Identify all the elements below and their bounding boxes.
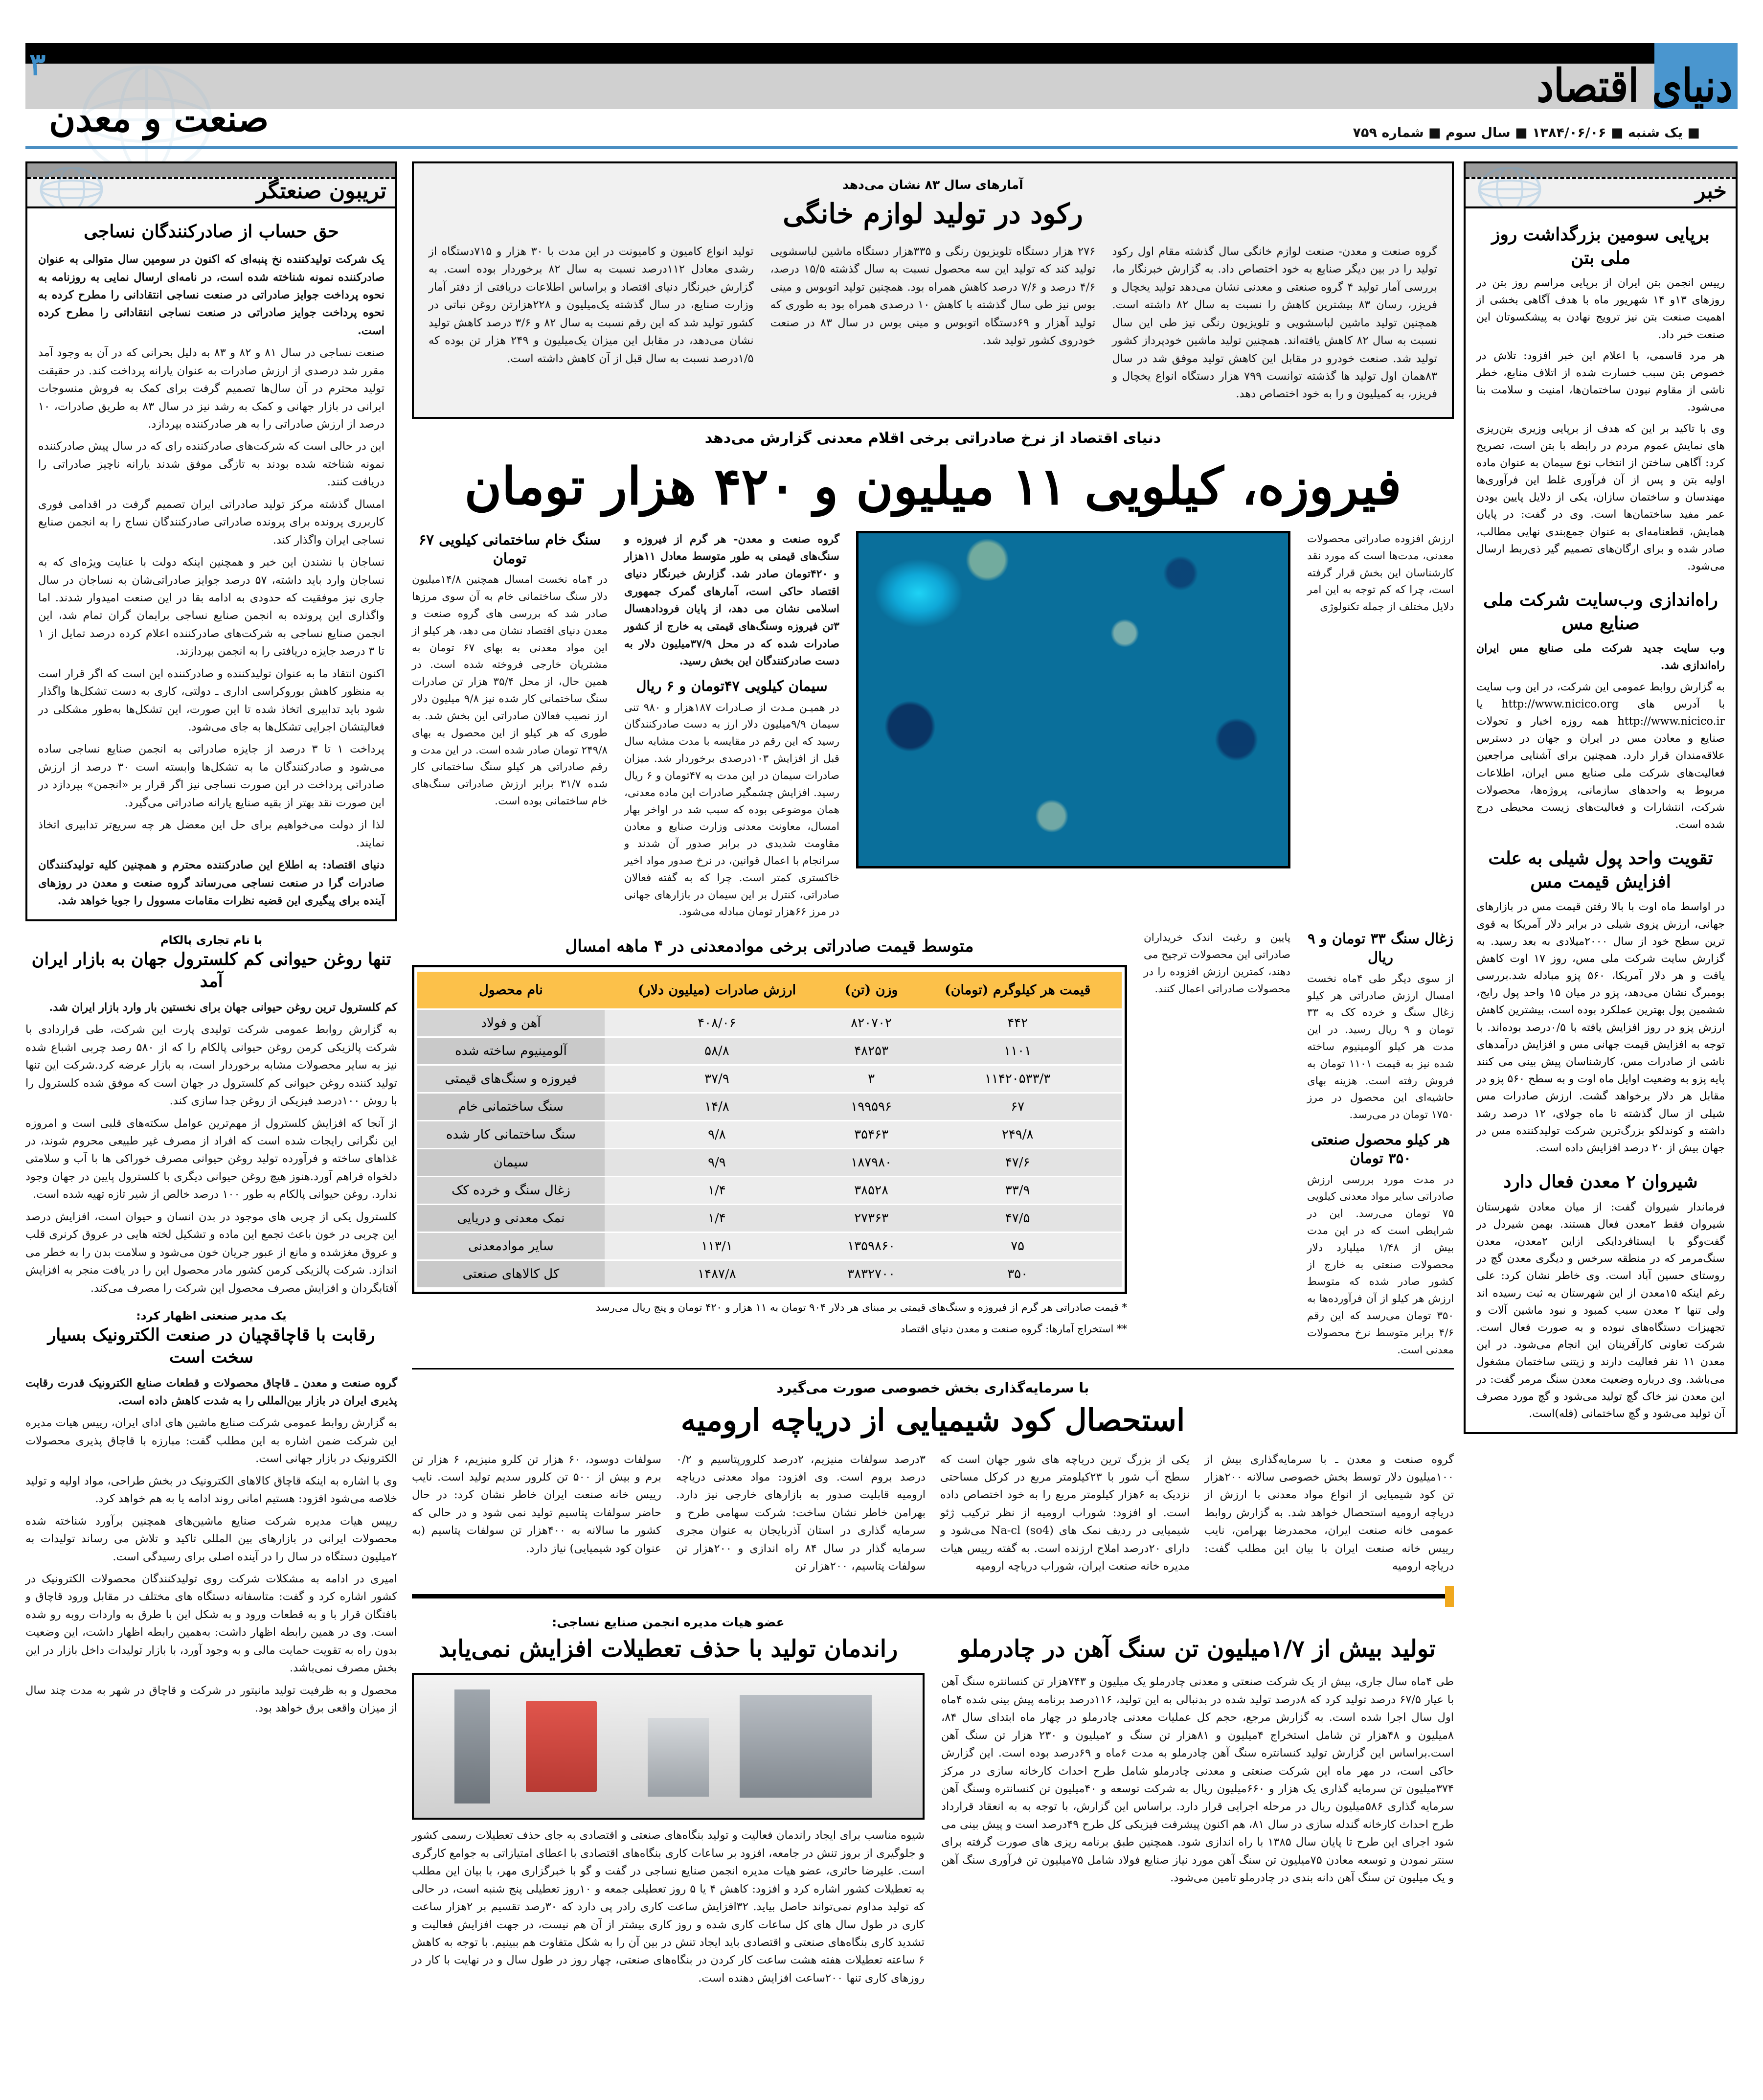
col-export-value: ارزش صادرات (میلیون دلار) xyxy=(605,972,829,1008)
left-article-3-p5: امیری در ادامه به مشکلات شرکت روی تولیدکنندگان محصولات الکترونیک در کشور اشاره کرد و گفت: متاسفانه دستگاه های مختلف در مقابل ورود قاچاق و بافتگان قرار با و به قطعات ورود و به شکل این با طرق به واردات روبه رو شده است. وی در همین رابطه اظهار داشت: به‌همین رابطه اظهار داشت، این وضعیت بدون راه به تقویت حمایت مالی و به وجود آورد، با بازار تولیدات داخل بازار در این بخش مصرف نمی‌باشد. xyxy=(25,1572,397,1675)
feature-kicker: دنیای اقتصاد از نرخ صادراتی برخی اقلام معدنی گزارش می‌دهد xyxy=(704,429,1161,447)
right-sidebar xyxy=(1464,161,1738,2070)
urmia-kicker: با سرمایه‌گذاری بخش خصوصی صورت می‌گیرد xyxy=(776,1379,1089,1396)
cell-weight: ۸۲۰۷۰۲ xyxy=(829,1010,913,1036)
cell-price: ۱۱۰۱ xyxy=(913,1038,1122,1064)
cell-value: ۵۸/۸ xyxy=(605,1038,829,1064)
feature-sub2-title: سنگ خام ساختمانی کیلویی ۶۷ تومان xyxy=(418,531,601,567)
cell-weight: ۳۸۳۲۷۰۰ xyxy=(829,1261,913,1287)
cell-value: ۱/۴ xyxy=(605,1205,829,1232)
cell-value: ۴۰۸/۰۶ xyxy=(605,1010,829,1036)
right-article-1-p3: وی با تاکید بر این که هدف از برپایی وزیری بتن‌ریزی های نمایش عموم مردم در رابطه با بتن است، تصریح کرد: آگاهی ساختن از انتخاب نوع سیمان به عنوان ماده اولیه بتن و پس از آن فرآوری غلط این فرآوری‌ها مهندسان و ساختمان سازان، یکی از دلایل پایین بودن عمر مفید ساختمان‌ها است. وی در گفت: در پایان همایش، قطعنامه‌ای به عنوان جمع‌بندی نهایی مطالب، صادر شده و برای ارگان‌های تصمیم گیر ذی‌ربط ارسال می‌شود. xyxy=(1476,422,1725,573)
feature-story xyxy=(412,430,1454,1359)
left-article-1-p7: پرداخت ۱ تا ۳ درصد از جایزه صادراتی به انجمن صنایع نساجی ساده می‌شود و صادرکنندگان ما به تشکل‌ها وابسته است ۳۰ درصد از ارزش صادراتی پرداخت در این صورت نساجی نیز اگر قرار بر «انجمن» بپردازد در این صورت نقد بهتر از بقیه صنایع یارانه صادراتی می‌گیرد. xyxy=(38,743,385,809)
feature-sub1-body: در همیـن مـدت از صـادرات ۱۸۷هزار و ۹۸۰ تنی سیمان ۹/۹میلیون دلار ارز به دست صادرکنندگان رسید که این رقم در مقایسه با مدت مشابه سال قبل از افزایش ۱۰۳درصدی برخوردار شد. میزان صادرات سیمان در این مدت به ۴۷تومان و ۶ ریال رسید. افزایش چشمگیر صادرات این ماده معدنی، همان موضوعی بوده که سبب شد در اواخر بهار امسال، معاونت معدنی وزارت صنایع و معادن مقاومت شدیدی در برابر صدور آن شدند و سرانجام با اعمال قوانین، در نرخ صدور مواد اخیر خاکستری کمتر است. چرا که به گفته فعالان صادراتی، کنترل بر این سیمان در بازارهای جهانی در مرز ۶۶هزار تومان مبادله می‌شود. xyxy=(624,701,840,918)
top-story xyxy=(412,161,1454,419)
feature-sub2-body: در ۴ماه نخست امسال همچنین ۱۴/۸میلیون دلار سنگ ساختمانی خام به آن سوی مرزها صادر شد که بررسی های گروه صنعت و معدن دنیای اقتصاد نشان می دهد، هر کیلو از این مواد معدنی به بهای ۶۷ تومان به مشتریان خارجی فروخته شده است. در همین حال، از محل ۳۵/۴ هزار تن صادرات سنگ ساختمانی کار شده نیز ۹/۸ میلیون دلار ارز نصیب فعالان صادراتی این بخش شد. به طوری که هر کیلو از این محصول به بهای ۲۴۹/۸ تومان صادر شده است. در این مدت و رقم صادراتی هر کیلو سنگ ساختمانی کار شده ۳۱/۷ برابر ارزش صادراتی سنگ‌های خام ساختمانی بوده است. xyxy=(412,573,608,807)
top-story-col-1: گروه صنعت و معدن- صنعت لوازم خانگی سال گذشته مقام اول رکود تولید را در بین دیگر صنایع به خود اختصاص داد. به گزارش خبرنگار ما، بررسی آمار تولید ۴ گروه صنعتی و معدنی نشان می‌دهد تولید یخچال و فریزر، رسان ۸۳ بیشترین کاهش را نسبت به سال ۸۲ داشته است. همچنین تولید ماشین لباسشویی و تلویزیون رنگی نیز طی این سال نسبت به سال ۸۲ کاهش یافته‌اند. همچنین تولید ماشین خودپرداز کشور تولید شد. صنعت خودرو در مقابل این کاهش تولید موفق شد در سال ۸۳همان اول تولید ها گذشته توانست ۷۹۹ هزار دستگاه انواع یخچال و فریزر، به کمیلیون و را به خود اختصاص دهد. xyxy=(1112,245,1438,401)
cell-product: سنگ ساختمانی خام xyxy=(417,1094,605,1120)
top-story-kicker: آمارهای سال ۸۳ نشان می‌دهد xyxy=(842,178,1023,192)
left-article-3-p3: وی با اشاره به اینکه قاچاق کالاهای الکترونیک در بخش طراحی، مواد اولیه و تولید خلاصه می‌شود افزود: هستیم امانی روند ادامه یا به هم خواهد کرد. xyxy=(25,1474,397,1506)
cell-value: ۱۴/۸ xyxy=(605,1094,829,1120)
top-story-title: رکود در تولید لوازم خانگی xyxy=(783,198,1083,230)
table-row xyxy=(417,1149,1122,1176)
table-row xyxy=(417,1233,1122,1259)
divider-rule-2 xyxy=(412,1586,1454,1607)
cell-price: ۴۷/۵ xyxy=(913,1205,1122,1232)
masthead-black-bar xyxy=(25,43,1654,64)
bottom-right-story xyxy=(412,1614,925,1987)
feature-sub4-body: در مدت مورد بررسی ارزش صادراتی سایر مواد معدنی کیلویی ۷۵ تومان می‌رسد. این در شرایطی است که در این مدت بیش از ۱/۴۸ میلیارد دلار محصولات صنعتی به خارج از کشور صادر شده که متوسط ارزش هر کیلو از آن فرآورده‌ها به ۳۵۰ تومان می‌رسد که این رقم ۴/۶ برابر متوسط نرخ محصولات معدنی است. xyxy=(1307,1173,1454,1356)
right-article-2-p2: به گزارش روابط عمومی این شرکت، در این وب سایت با آدرس های http://www.nicico.org یا http://www.nicico.ir همه روزه اخبار و تحولات صنایع و معادن مس در ایران و جهان در دسترس علاقه‌مندان قرار دارد. همچنین برای آشنایی مراجعین فعالیت‌های شرکت ملی صنایع مس ایران، اطلاعات مربوط به واحدهای سازمانی، پروژه‌ها، محصولات شرکت، انتشارات و فعالیت‌های زیست محیطی درج شده است. xyxy=(1476,681,1725,831)
page-title: صنعت و معدن xyxy=(49,98,269,140)
left-article-1 xyxy=(25,208,397,921)
dateline: ■ یک شنبه ■ ۱۳۸۴/۰۶/۰۶ ■ سال سوم ■ شماره ۷۵۹ xyxy=(1346,125,1707,140)
left-article-3-title: رقابت با قاچاقچیان در صنعت الکترونیک بسیار سخت است xyxy=(47,1324,375,1367)
left-article-2-p3: از آنجا که افزایش کلسترول از مهم‌ترین عوامل سکته‌های قلبی است و امروزه این نگرانی رایجات شده است که افراد از مصرف غیر طبیعی محروم شوند، در غذا‌های ساخته و فرآورده تولید روغن حیوانی مصرف خوراکی ها با آب و سلامتی دلخواه فراهم آورد.هنوز هیچ روغن حیوانی دیگری با کلسترول پایین در جهان وجود ندارد. روغن حیوانی پالکام به طور ۱۰۰ درصد خالص از شیر تازه تهیه شده است. xyxy=(25,1117,397,1201)
feature-caption-note: ارزش افزوده صادراتی محصولات معدنی، مدت‌ها است که مورد نقد کارشناسان این بخش قرار گرفته است، چرا که کم توجه به این امر دلایل مختلف از جمله تکنولوژی xyxy=(1307,532,1454,614)
panel-label-news: خبر xyxy=(1695,179,1727,204)
left-article-2-p1: کم کلسترول ترین روغن حیوانی جهان برای نخستین بار وارد بازار ایران شد. xyxy=(49,1001,397,1014)
cell-weight: ۳۵۴۶۳ xyxy=(829,1121,913,1148)
left-article-3-p1: گروه صنعت و معدن ـ قاچاق محصولات و قطعات صنایع الکترونیک قدرت رقابت پذیری ایران در بازار بین‌المللی را به شدت کاهش داده است. xyxy=(25,1376,397,1408)
cell-product: زغال سنگ و خرده کک xyxy=(417,1177,605,1204)
left-article-1-p8: لذا از دولت می‌خواهیم برای حل این معضل هر چه سریع‌تر تدابیری اتخاذ نمایند. xyxy=(38,819,384,849)
cell-product: کل کالاهای صنعتی xyxy=(417,1261,605,1287)
cell-value: ۹/۸ xyxy=(605,1121,829,1148)
right-article-3-title: تقویت واحد پول شیلی به علت افزایش قیمت مس xyxy=(1488,848,1713,892)
left-article-2 xyxy=(25,934,397,1297)
cell-price: ۴۴۲ xyxy=(913,1010,1122,1036)
left-article-1-p2: صنعت نساجی در سال ۸۱ و ۸۲ و ۸۳ به دلیل بحرانی که در آن به وجود آمد مقرر شد درصدی از ارزش صادرات به عنوان یارانه پرداخت کند. در حقیقت تولید محترم در آن سال‌ها تصمیم گرفت برای کمک به فروش منسوجات ایرانی در بازار جهانی و کمک به رشد نیز در سال ۸۳ به طریق صادرات، ۱۰ درصد از ارزش صادراتی را به هر صادرکننده بپردازد. xyxy=(38,346,385,431)
top-story-col-2: ۲۷۶ هزار دستگاه تلویزیون رنگی و ۳۳۵هزار دستگاه ماشین لباسشویی تولید کند که تولید این سه محصول نسبت به سال گذشته ۱۵/۵ درصد، ۴/۶ درصد و ۷/۶ درصد کاهش همراه بود. همچنین تولید اتوبوس و مینی بوس نیز طی سال گذشته با کاهش ۱۰ درصدی همراه بود به طوری که تولید آهزار و ۶۹دستگاه اتوبوس و مینی بوس در سال ۸۳ در صنعت خودروی کشور تولید شد. xyxy=(770,245,1096,347)
left-article-1-title: حق حساب از صادرکنندگان نساجی xyxy=(84,221,339,242)
cell-weight: ۴۸۲۵۳ xyxy=(829,1038,913,1064)
left-article-1-p3: این در حالی است که شرکت‌های صادرکننده رای که در سال پیش صادرکننده نمونه شناخته شده بودند به تازگی موفق شدند یارانه ناچیز صادراتی را دریافت کنند. xyxy=(38,440,384,489)
cell-price: ۶۷ xyxy=(913,1094,1122,1120)
urmia-col-4: سولفات دوسود، ۶۰ هزار تن کلرو منیزیم، ۶ هزار تن برم و بیش از ۵۰۰ تن کلرور سدیم تولید است. نایب رییس خانه صنعت ایران خاطر نشان کرد: در حال حاضر سولفات پتاسیم تولید نمی شود و در حالی که کشور ما سالانه به ۴۰۰هزار تن سولفات پتاسیم (به عنوان کود شیمیایی) نیاز دارد. xyxy=(412,1453,661,1555)
urmia-col-2: یکی از بزرگ ترین دریاچه های شور جهان است که سطح آب شور با ۲۳کیلومتر مربع در کرکل مساحتی نزدیک به ۶هزار کیلومتر مربع را به خود اختصاص داده است. او افزود: شوراب ارومیه از نظر ترکیب ژئو شیمیایی در ردیف نمک های Na-cl (so4) می‌شود و دارای ۲۰درصد املاح ارزنده است. به گفته رییس هیات مدیره خانه صنعت ایران، شوراب دریاچه ارومیه xyxy=(940,1453,1190,1573)
col-weight: وزن (تن) xyxy=(829,972,913,1008)
bottom-right-kicker: عضو هیات مدیره انجمن صنایع نساجی: xyxy=(552,1615,785,1629)
left-article-1-p5: نساجان با نشندن این خبر و همچنین اینکه دولت با عنایت ویژه‌ای که به نساجان وارد باید داشته، ۵۷ درصد جوایز صادراتی‌شان به نساجان در سال جاری نیز موفقیت که حدودی به ادامه بقا در این صنعت امیدوار شدند. اما واگذاری این پرونده به انجمن صنایع نساجی برایمان گران تمام شد، این انجمن صنایع نساجی به شرکت‌های صادرکننده اعلام کرده درصد تمایل از ۱ تا ۳ درصد جایزه دریافتی را به انجمن بپردازند. xyxy=(38,556,384,658)
cell-product: نمک معدنی و دریایی xyxy=(417,1205,605,1232)
right-article-4-p1: فرماندار شیروان گفت: از میان معادن شهرستان شیروان فقط ۲معدن فعال هستند. بهمن شیردل در گفت‌وگو با ایستافردایکی ازاین ۲معدن، معدن سنگ‌مرمر که در منطقه سرخس و دیگری معدن گچ در روستای حسین آباد است. وی خاطر نشان کرد: علی رغم اینکه ۱۵معدن از این شهرستان به ثبت رسیده اند ولی تنها ۲ معدن سبب کمبود و نبود ماشین آلات و تجهیزات دستگاه‌های نبوده و به صورت فعال است. شرکت تعاونی کارآفرینان این انجام می‌شود. در این معدن ۱۱ نفر فعالیت دارند و زیتنی ساختمان مشغول می‌باشد. وی درباره وضعیت معدن سنگ مرمر گفت: در این معدن نیز خاک گچ تولید می‌شود و گچ مورد مصرف آن تولید می‌شود و گچ ساختمانی (فله)است. xyxy=(1476,1201,1725,1420)
masthead xyxy=(25,43,1738,113)
table-row xyxy=(417,1066,1122,1092)
urmia-col-3: ۳درصد سولفات منیزیم، ۲درصد کلرورپتاسیم و ۰/۲ درصد بروم است. وی افزود: مواد معدنی دریاچه ارومیه قابلیت صدور به بازارهای خارجی نیز دارد. بهرامن خاطر نشان ساخت: شرکت سهامی طرح و سرمایه گذاری در استان آذربایجان به عنوان مجری سرمایه گذار در سال ۸۴ راه اندازی و ۲۰۰هزار تن سولفات پتاسیم، ۲۰۰هزار تن xyxy=(676,1453,926,1573)
bottom-right-body: شیوه مناسب برای ایجاد راندمان فعالیت و تولید بنگاه‌های صنعتی و اقتصادی به جای حذف تعطیلات رسمی کشور و جلوگیری از بروز تنش در جامعه، افزود بر ساعات کاری بنگاه‌های اقتصادی با اعطای امتیازاتی به جوامع کارگری است. علیرضا حائری، عضو هیات مدیره انجمن صنایع نساجی در گفت و گو با خبرگزاری مهر، با بیان این مطلب به تعطیلات کشور اشاره کرد و افزود: کاهش ۴ یا ۵ روز تعطیلی جمعه و ۱۰روز تعطیلی پنج شنبه است، در حالی که تولید مداوم نمی‌تواند حاصل بیاید. ۳۲افزایش ساعت کاری رادر پی دارد که ۳۰رصد تقسیم بر ۲هزار ساعت کاری در طول سال های کل ساعات کاری شده و روز کاری بیشتر از آن هم نیست، در جهت افزایش فعالیت و تشدید کاری بنگاه‌های صنعتی و اقتصادی باید ایجاد تنش در بین آن را به شکل متفاوت هم ببینیم. با توجه به کاهش ۶ ساعته تعطیلات هفته هشت ساعت کار کردن در بنگاه‌های صنعتی، چهار روز در طول سال و در نهایت با کار در روزهای کاری تنها ۲۰۰ساعت افزایش دهنده است. xyxy=(412,1829,925,1985)
right-article-1-title: برپایی سومین بزرگداشت روز ملی بتن xyxy=(1492,224,1710,268)
table-note-1: * قیمت صادراتی هر گرم از فیروزه و سنگ‌های قیمتی بر مبنای هر دلار ۹۰۴ تومان به ۱۱ هزار و ۴۲۰ تومان و پنج ریال می‌رسد xyxy=(595,1301,1127,1314)
masthead-logo: دنیای اقتصاد xyxy=(1537,59,1733,113)
globe-icon xyxy=(1470,167,1549,208)
photo-caption-title: زغال سنگ ۳۳ تومان و ۹ ریال xyxy=(1307,930,1454,965)
left-article-1-p9: دنیای اقتصاد: به اطلاع این صادرکننده محترم و همچنین کلیه تولیدکنندگان صادرات گرا در صنعت نساجی می‌رساند گروه صنعت و معدن در روزهای آینده برای پیگیری این قضیه نظرات مقامات مسوول را جویا خواهد شد. xyxy=(38,859,384,907)
cell-product: فیروزه و سنگ‌های قیمتی xyxy=(417,1066,605,1092)
top-story-col-3: تولید انواع کامیون و کامیونت در این مدت با ۳۰ هزار و ۷۱۵دستگاه از رشدی معادل ۱۱۲درصد نسبت به سال ۸۲ برخوردار بوده است. به گزارش خبرنگار دنیای اقتصاد و براساس اطلاعات دریافتی از دفتر آمار وزارت صنایع، در سال گذشته یک‌میلیون و ۲۲۸هزارتن روغن نباتی در کشور تولید شد که این رقم نسبت به سال ۸۲ و ۳/۶ درصد کاهش تولید نشان می‌دهد، در مقابل این میزان یک‌میلیون و ۲۴۹ هزار تن بوده که ۱/۵درصد نسبت به سال قبل از آن کاهش داشته است. xyxy=(428,245,754,365)
right-article-4 xyxy=(1464,1160,1738,1434)
cell-value: ۱/۴ xyxy=(605,1177,829,1204)
left-article-2-p2: به گزارش روابط عمومی شرکت توليدی پارت این شرکت، طی قراردادی با شرکت پالزیکی کرمن روغن حیوانی پالکام را که از ۵۸۰ رصد چربی اشباع شده نیز به سایر محصولات مشابه برخوردار است، به بازار عرضه کرد.شرکت این تنها تولید کننده روغن حیوانی کم کلسترول در جهان است که موفق شده کلسترول را با روش ۱۰۰درصد فیزیکی از روغن جدا سازی کند. xyxy=(25,1023,398,1108)
feature-headline: فیروزه، کیلویی ۱۱ میلیون و ۴۲۰ هزار تومان xyxy=(464,456,1401,516)
masthead-gray-bar xyxy=(25,64,1738,109)
right-article-1-p2: هر مرد قاسمی، با اعلام این خبر افزود: تلاش در خصوص بتن سبب خسارت شده از اتلاف منابع، خطر ناشی از مقاوم نبودن ساختمان‌ها، امنیت و سلامت بنا می‌شود. xyxy=(1476,349,1725,414)
table-note-2: ** استخراج آمارها: گروه صنعت و معدن دنیای اقتصاد xyxy=(900,1323,1127,1335)
cell-price: ۷۵ xyxy=(913,1233,1122,1259)
cell-product: آهن و فولاد xyxy=(417,1010,605,1036)
cell-price: ۲۴۹/۸ xyxy=(913,1121,1122,1148)
feature-intro: گروه صنعت و معدن- هر گرم از فیروزه و سنگ‌های قیمتی به طور متوسط معادل ۱۱هزار و ۴۲۰تومان صادر شد. گزارش خبرنگار دنیای اقتصاد حاکی است، آمارهای گمرک جمهوری اسلامی نشان می دهد، از پایان فرودادهسال ۳تن فیروزه وسنگ‌های قیمتی به خارج از کشور صادرات شده که در محل ۳۷/۹میلیون دلار به دست صادرکنندگان این بخش رسید. xyxy=(624,532,839,668)
cell-product: سایر موادمعدنی xyxy=(417,1233,605,1259)
panel-header-tribune xyxy=(25,161,397,208)
cell-price: ۴۷/۶ xyxy=(913,1149,1122,1176)
table-row xyxy=(417,1121,1122,1148)
table-row xyxy=(417,1205,1122,1232)
bottom-left-story xyxy=(941,1614,1454,1987)
center-content xyxy=(412,161,1454,1987)
cell-value: ۱۴۸۷/۸ xyxy=(605,1261,829,1287)
table-row xyxy=(417,1010,1122,1036)
cell-weight: ۱۸۷۹۸۰ xyxy=(829,1149,913,1176)
bottom-left-body: طی ۴ماه سال جاری، بیش از یک شرکت صنعتی و معدنی چادرملو یک میلیون و ۷۴۳هزار تن کنسانتره سنگ آهن با عیار ۶۷/۵ درصد تولید کرد که ۸درصد تولید شده در بدنبالی به این تولید، ۱۱۶درصد برنامه پیش بینی شده ۴ماه اول سال اجرا شده است. به گزارش مرجع، حجم کل عملیات معدنی چادرملو در چهار ماه ابتدای سال ۸۴، ۸میلیون و ۴۸هزار تن شامل استخراج ۴میلیون و ۸۱هزار تن سنگ و ۲میلیون و ۲۳۰ هزار تن سنگ آهن است.براساس این گزارش تولید کنسانتره سنگ آهن چادرملو به مدت ۶ماه و ۶۹درصد بوده است. این گزارش حاکی است، در مهر ماه این شرکت صنعتی و معدنی چادرملو شامل طرح احداث کارخانه سازی در مرکز ۳۷۴میلیون تن سرمایه گذاری یک هزار و ۶۶۰میلیون ریال به شرکت توسعه و ۴۰میلیون تن کنسانتره وسنگ آهن سرمایه گذاری ۵۸۶میلیون ریال در مرحله اجرایی قرار دارد. براساس این گزارش، با توجه به به انعقاد قرارداد طرح احداث کارخانه گندله سازی در سال ۸۱، هم اکنون پیشرفت فیزیکی کل طرح ۴۹درصد است و پیش بینی می شود اجرای این طرح تا پایان سال ۱۳۸۵ با راه اندازی شود. همچنین طبق برنامه ریزی های صورت گرفته برای سنتر نمودن و توسعه معادن ۷۵میلیون تن سنگ آهن مورد نیاز صنایع فولاد شامل ۷۵میلیون تن فرآوری سنگ آهن و یک میلیون تن سنگ آهن دانه بندی در چادرملو تامین می‌شود. xyxy=(941,1675,1454,1885)
right-article-3 xyxy=(1464,836,1738,1160)
right-article-4-title: شیروان ۲ معدن فعال دارد xyxy=(1503,1171,1698,1192)
left-article-2-p4: کلسترول یکی از چربی های موجود در بدن انسان و حیوان است، افزایش درصد این چربی در خون باعث تجمع این ماده و تشکیل لخته هایی در عروق کرنری قلب و عروق مغزشده و مانع از عبور جریان خون می‌شود و سلامت بدن را به خطر می اندازد. شرکت پالزیکی کرمن کشور مادر محصول این را در یافت منجر به افزایش آفتابگردان و افزایش مصرف محصول این شرکت را مصرف می‌کند. xyxy=(25,1210,397,1295)
bottom-left-title: تولید بیش از ۱/۷میلیون تن سنگ آهن در چادرملو xyxy=(959,1635,1436,1663)
cell-value: ۳۷/۹ xyxy=(605,1066,829,1092)
page-number: ۳ xyxy=(29,46,46,82)
bottom-right-title: راندمان تولید با حذف تعطیلات افزایش نمی‌یابد xyxy=(438,1635,898,1663)
factory-photo xyxy=(412,1673,925,1820)
feature-caption-1: پایین و رغبت اندک خریداران صادراتی این محصولات ترجیح می دهند، کمترین ارزش افزوده را در محصولات صادراتی اعمال کنند. xyxy=(1144,932,1290,995)
cell-product: سیمان xyxy=(417,1149,605,1176)
urmia-title: استحصال کود شیمیایی از دریاچه ارومیه xyxy=(680,1402,1185,1438)
left-article-2-kicker: با نام تجاری پالکام xyxy=(160,934,263,947)
cell-value: ۹/۹ xyxy=(605,1149,829,1176)
urmia-col-1: گروه صنعت و معدن ـ با سرمایه‌گذاری بیش از ۱۰۰میلیون دلار توسط بخش خصوصی سالانه ۲۰۰هزار تن کود شیمیایی از انواع مواد معدنی با ارزش از دریاچه ارومیه استحصال خواهد شد. به گزارش روابط عمومی خانه صنعت ایران، محمدرضا بهرامن، نایب رییس خانه صنعت ایران با بیان این مطلب گفت: دریاچه ارومیه xyxy=(1204,1453,1454,1573)
feature-sub1-title: سیمان کیلویی ۴۷تومان و ۶ ریال xyxy=(636,677,828,694)
table-header-row xyxy=(417,972,1122,1008)
left-article-1-p6: اکنون انتقاد ما به عنوان تولیدکننده و صادرکننده این است که اگر قرار است به منظور کاهش بوروکراسی اداری ـ دولتی، کاری به دست تشکل‌ها واگذار شود باید تدابیری اتخاذ شده تا این صورت، این تشکل‌ها به‌طور مشکلی در فعالیتشان اجرایی تشکل‌ها به جای می‌شود. xyxy=(38,667,385,734)
table-title: متوسط قیمت صادراتی برخی موادمعدنی در ۴ ماهه امسال xyxy=(565,936,974,957)
feature-sub4-title: هر کیلو محصول صنعتی ۳۵۰ تومان xyxy=(1311,1131,1450,1166)
amber-square-marker xyxy=(1445,1586,1454,1607)
cell-weight: ۲۷۳۶۳ xyxy=(829,1205,913,1232)
table-row xyxy=(417,1094,1122,1120)
left-article-3-p2: به گزارش روابط عمومی شرکت صنایع ماشین های ادای ایران، رییس هیات مدیره این شرکت ضمن اشاره به این مطلب گفت: مبارزه با قاچاق پذیری محصولات الکترونیک در بازار جهانی است. xyxy=(25,1416,397,1465)
left-sidebar xyxy=(25,161,397,2070)
panel-label-tribune: تریبون صنعتگر xyxy=(256,179,386,204)
left-article-2-title: تنها روغن حیوانی کم کلسترول جهان به بازار ایران آمد xyxy=(31,949,391,992)
turquoise-stones-photo xyxy=(856,531,1290,868)
divider-rule-1 xyxy=(412,1368,1454,1370)
cell-weight: ۱۳۵۹۸۶۰ xyxy=(829,1233,913,1259)
col-product-name: نام محصول xyxy=(417,972,605,1008)
panel-header-news xyxy=(1464,161,1738,208)
cell-product: سنگ ساختمانی کار شده xyxy=(417,1121,605,1148)
left-article-1-p4: امسال گذشته مرکز تولید صادراتی ایران تصمیم گرفت در اقدامی فوری کاربرری پرونده برای پرونده صادراتی صادرکنندگان نساج را به انجمن صنایع نساجی ایران واگذار کند. xyxy=(38,498,384,547)
left-article-3-p6: محصول و به ظرفیت تولید مانیتور در شرکت و قاچاق در شهر به مدت چند سال از میزان واقعی برق خواهد بود. xyxy=(25,1684,397,1715)
left-article-3 xyxy=(25,1310,397,1717)
cell-weight: ۳ xyxy=(829,1066,913,1092)
cell-product: آلومینیوم ساخته شده xyxy=(417,1038,605,1064)
right-article-1 xyxy=(1464,208,1738,578)
cell-weight: ۱۹۹۵۹۶ xyxy=(829,1094,913,1120)
right-article-2-title: راه‌اندازی وب‌سایت شرکت ملی صنایع مس xyxy=(1483,590,1718,634)
cell-value: ۱۱۳/۱ xyxy=(605,1233,829,1259)
right-article-3-p1: در اواسط ماه اوت با بالا رفتن قیمت مس در بازارهای جهانی، ارزش پزوی شیلی در برابر دلار آمریکا به قوی ترین سطح خود از سال ۲۰۰۰میلادی به بعد رسید. به گزارش سایت شرکت ملی مس، روز ۱۷ اوت کاهش یافت و هر دلار آمریکا، ۵۶۰ پزو مبادله شد.بررسی بومبرگ نشان می‌دهد، پزو در میان ۱۵ واحد پول رایج، ششمین پول بهترین عملکرد بوده است، بیشترین کاهش ارزش پزو در روز افزایش یافته با ۰/۵درصد بوده‌اند. با توجه به افزایش قیمت جهانی مس و افزایش درآمدهای ناشی از صادرات مس، کارشناسان پیش بینی می کنند پایه پزو به وضعیت اوایل ماه اوت و به سطح ۵۶۰ پزو در مقابل هر دلار برخواهد گشت. ارزش صادرات مس شیلی از سال گذشته تا ماه جولای، ۱۲ درصد رشد داشته و کوندلکو بزرگ‌ترین شرکت تولیدکننده مس در جهان بیش از ۲۰ درصد افزایش داده است. xyxy=(1476,901,1725,1154)
left-article-1-p1: یک شرکت تولیدکننده نخ پنبه‌ای که اکنون در سومین سال متوالی به عنوان صادرکننده نمونه شناخته شده است، در نامه‌ای ارسال نمایی به روزنامه به نحوه پرداخت جوایز صادراتی در صنعت نساجی انتقادانی را مطرح کرده به نحوه پرداخت جوایز صادراتی در صنعت نساجی انتقاداتی را مطرح کرده است. xyxy=(38,253,384,337)
cell-price: ۱۱۴۲۰۵۳۳/۳ xyxy=(913,1066,1122,1092)
right-article-1-p1: رییس انجمن بتن ایران از برپایی مراسم روز بتن در روزهای ۱۳و ۱۴ شهریور ماه با هدف آگاهی بخشی از اهمیت صنعت بتن نیز ترویج نهادن به پیشکسوتان این صنعت خبر داد. xyxy=(1476,277,1725,341)
photo-caption-body: از سوی دیگر طی ۴ماه نخست امسال ارزش صادراتی هر کیلو زغال سنگ و خرده کک به ۳۳ تومان و ۹ ریال رسید. در این مدت هر کیلو آلومینیوم ساخته شده نیز به قیمت ۱۱۰۱ تومان به فروش رفته است. هزینه بهای حاشیه‌ای این محصول در مرز ۱۷۵۰ تومان در می‌رسد. xyxy=(1307,972,1454,1121)
right-article-2-p1: وب سایت جدید شرکت ملی صنایع مس ایران راه‌اندازی شد. xyxy=(1476,642,1725,672)
cell-price: ۳۳/۹ xyxy=(913,1177,1122,1204)
table-row xyxy=(417,1177,1122,1204)
cell-price: ۳۵۰ xyxy=(913,1261,1122,1287)
col-price-per-kg: قیمت هر کیلوگرم (تومان) xyxy=(913,972,1122,1008)
left-article-3-p4: رییس هیات مدیره شرکت صنایع ماشین‌های همچنین برآورد شناخته شده محصولات ایرانی در بازارهای بین المللی تاکید و تلاش می رساند تولیدات به ۲میلیون دستگاه در سال را در آینده اصلی برای رسیدگی است. xyxy=(25,1514,397,1563)
table-row xyxy=(417,1038,1122,1064)
cell-weight: ۳۸۵۲۸ xyxy=(829,1177,913,1204)
table-row xyxy=(417,1261,1122,1287)
left-article-3-kicker: یک مدیر صنعتی اظهار کرد: xyxy=(136,1309,287,1323)
black-rule xyxy=(412,1594,1445,1598)
urmia-story xyxy=(412,1378,1454,1575)
export-prices-table xyxy=(412,965,1127,1294)
right-article-2 xyxy=(1464,578,1738,836)
dateline-rule xyxy=(25,146,1738,149)
bottom-stories xyxy=(412,1614,1454,1987)
globe-icon xyxy=(32,167,111,208)
